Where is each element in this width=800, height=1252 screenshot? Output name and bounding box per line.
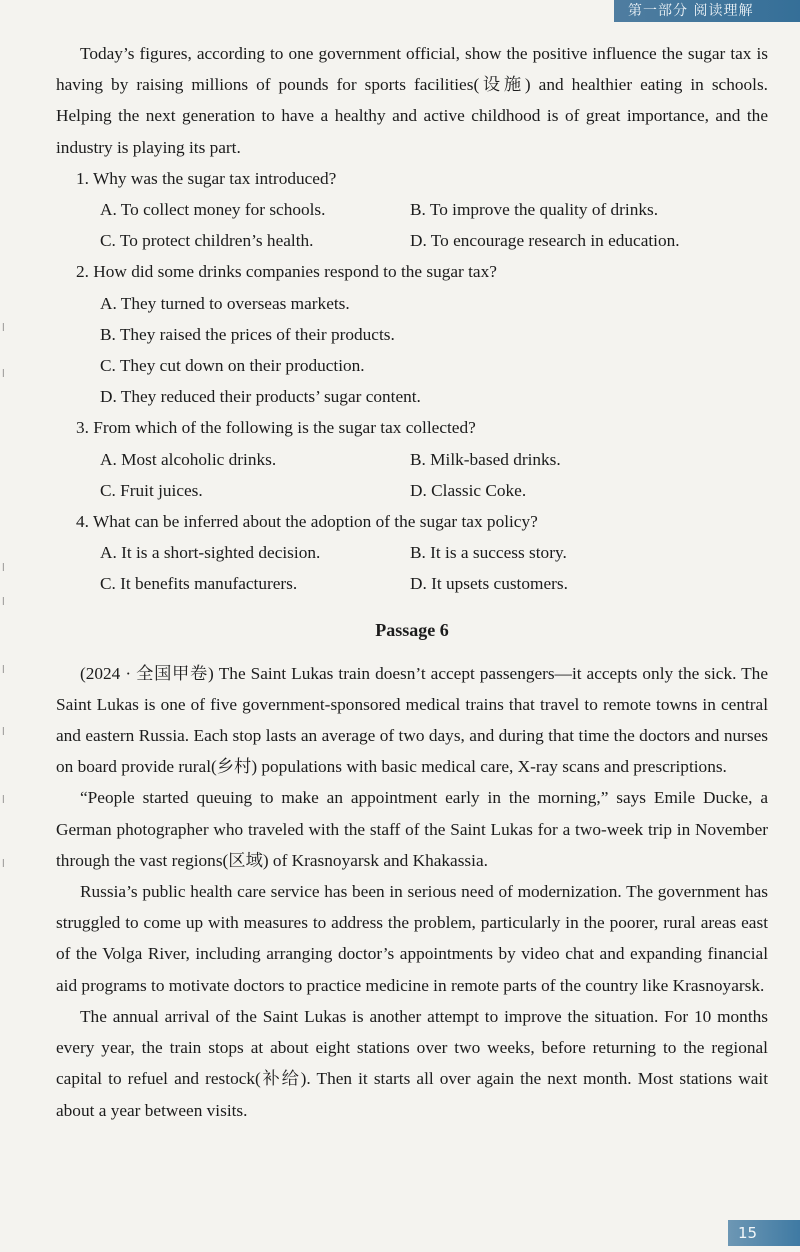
margin-mark: ǀ <box>2 792 5 806</box>
margin-mark: ǀ <box>2 724 5 738</box>
left-margin-marks <box>0 320 12 1200</box>
question-2 <box>56 256 768 412</box>
option-a: A. Most alcoholic drinks. <box>100 449 277 469</box>
option-a: A. They turned to overseas markets. <box>100 293 350 313</box>
question-stem: 3. From which of the following is the sugar tax collected? <box>76 418 476 438</box>
option-a: A. To collect money for schools. <box>100 200 326 220</box>
option-b: B. To improve the quality of drinks. <box>410 200 659 220</box>
passage-paragraph-3: Russia’s public health care service has been in serious need of modernization. The government has struggled to come up with measures to address the problem, particularly in the poorer, rural areas east of the Volga River, including arranging doctor’s appointments by video chat and expanding financial aid programs to motivate doctors to practice medicine in remote parts of the country like Krasnoyarsk. <box>56 882 768 995</box>
question-1 <box>56 163 768 257</box>
margin-mark: ǀ <box>2 560 5 574</box>
document-page <box>56 38 768 1126</box>
question-stem: 4. What can be inferred about the adoption of the sugar tax policy? <box>76 512 538 532</box>
page-number: 15 <box>738 1224 758 1242</box>
passage-paragraph-2: “People started queuing to make an appointment early in the morning,” says Emile Ducke, a German photographer who traveled with the staff of the Saint Lukas for a two-week trip in November through the vast regions(区域) of Krasnoyarsk and Khakassia. <box>56 788 768 870</box>
margin-mark: ǀ <box>2 662 5 676</box>
option-c: C. Fruit juices. <box>100 480 203 500</box>
option-a: A. It is a short-sighted decision. <box>100 543 321 563</box>
option-c: C. It benefits manufacturers. <box>100 574 298 594</box>
question-stem: 1. Why was the sugar tax introduced? <box>76 168 337 188</box>
section-header-tab <box>614 0 800 22</box>
option-c: C. To protect children’s health. <box>100 231 314 251</box>
section-header-label: 第一部分 阅读理解 <box>628 3 754 19</box>
margin-mark: ǀ <box>2 366 5 380</box>
option-b: B. They raised the prices of their products. <box>100 324 395 344</box>
question-4 <box>56 506 768 600</box>
passage-paragraph-1: (2024 · 全国甲卷) The Saint Lukas train doesn’t accept passengers—it accepts only the sick. The Saint Lukas is one of five government-sponsored medical trains that travel to remote towns in central and eastern Russia. Each stop lasts an average of two days, and during that time the doctors and nurses on board provide rural(乡村) populations with basic medical care, X-ray scans and prescriptions. <box>56 663 768 777</box>
intro-paragraph: Today’s figures, according to one government official, show the positive influence the sugar tax is having by raising millions of pounds for sports facilities(设施) and healthier eating in schools. Helping the next generation to have a healthy and active childhood is of great importance, and the industry is playing its part. <box>56 44 768 157</box>
option-d: D. Classic Coke. <box>410 480 527 500</box>
option-d: D. It upsets customers. <box>410 574 568 594</box>
option-d: D. To encourage research in education. <box>410 231 680 251</box>
passage-paragraph-4: The annual arrival of the Saint Lukas is another attempt to improve the situation. For 10 months every year, the train stops at about eight stations over two weeks, before returning to the regional capital to refuel and restock(补给). Then it starts all over again the next month. Most stations wait about a year between visits. <box>56 1006 768 1120</box>
option-d: D. They reduced their products’ sugar content. <box>100 387 421 407</box>
passage-title: Passage 6 <box>375 619 449 640</box>
question-3 <box>56 412 768 506</box>
margin-mark: ǀ <box>2 856 5 870</box>
margin-mark: ǀ <box>2 320 5 334</box>
option-b: B. Milk-based drinks. <box>410 449 561 469</box>
question-stem: 2. How did some drinks companies respond to the sugar tax? <box>76 262 497 282</box>
option-b: B. It is a success story. <box>410 543 567 563</box>
margin-mark: ǀ <box>2 594 5 608</box>
page-number-badge <box>728 1220 800 1246</box>
option-c: C. They cut down on their production. <box>100 356 365 376</box>
